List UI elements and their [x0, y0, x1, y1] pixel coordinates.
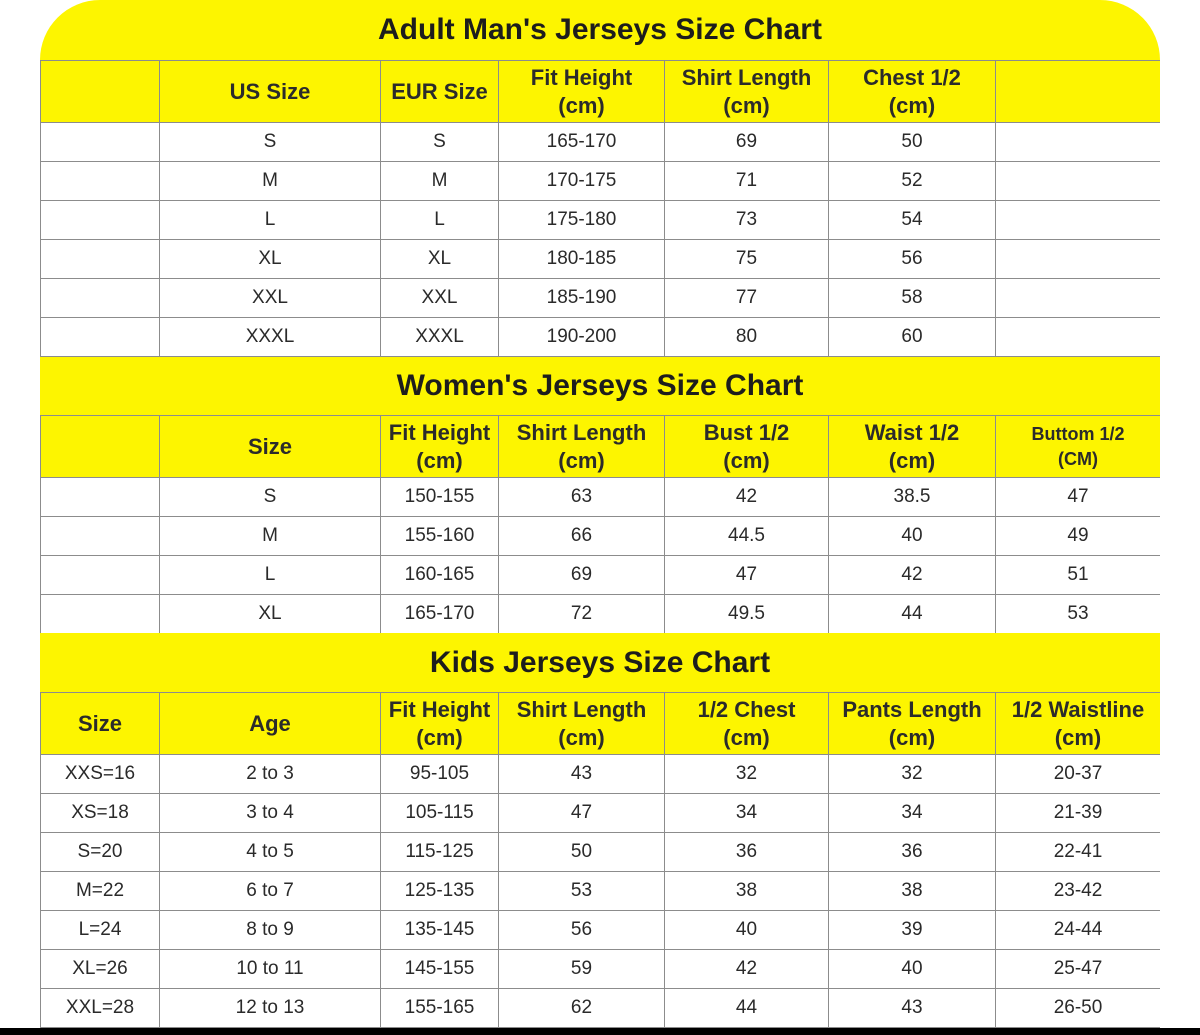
table-cell: M=22	[41, 872, 160, 911]
table-cell: 49	[996, 517, 1161, 556]
table-cell: 105-115	[381, 794, 499, 833]
table-cell: XXXL	[381, 318, 499, 357]
table-cell: 22-41	[996, 833, 1161, 872]
table-cell: 23-42	[996, 872, 1161, 911]
kids-header-row	[41, 693, 1161, 755]
table-cell	[41, 556, 160, 595]
table-cell: 75	[665, 240, 829, 279]
table-cell: 10 to 11	[160, 950, 381, 989]
table-cell: 66	[499, 517, 665, 556]
table-cell: 53	[499, 872, 665, 911]
men-header-cell	[996, 61, 1161, 123]
table-row	[41, 318, 1161, 357]
table-cell: 47	[665, 556, 829, 595]
table-cell	[996, 318, 1161, 357]
table-cell: S=20	[41, 833, 160, 872]
table-cell: 180-185	[499, 240, 665, 279]
table-row	[41, 833, 1161, 872]
table-cell: 95-105	[381, 755, 499, 794]
table-cell	[41, 478, 160, 517]
table-cell	[996, 162, 1161, 201]
table-cell: 56	[829, 240, 996, 279]
table-row	[41, 240, 1161, 279]
table-cell: 190-200	[499, 318, 665, 357]
table-row	[41, 755, 1161, 794]
table-row	[41, 794, 1161, 833]
table-cell: 52	[829, 162, 996, 201]
table-cell: XL	[381, 240, 499, 279]
table-cell: XXS=16	[41, 755, 160, 794]
table-cell: XXXL	[160, 318, 381, 357]
table-cell: XXL	[160, 279, 381, 318]
table-cell	[41, 162, 160, 201]
table-cell: 59	[499, 950, 665, 989]
table-cell: 135-145	[381, 911, 499, 950]
men-header-cell	[41, 61, 160, 123]
table-cell: 8 to 9	[160, 911, 381, 950]
table-cell: 51	[996, 556, 1161, 595]
table-cell: 44	[665, 989, 829, 1028]
table-cell: M	[381, 162, 499, 201]
table-cell: 58	[829, 279, 996, 318]
kids-header-cell: 1/2 Chest (cm)	[665, 693, 829, 755]
table-cell	[996, 279, 1161, 318]
table-cell: 80	[665, 318, 829, 357]
women-size-table	[40, 415, 1160, 634]
table-cell: 38	[829, 872, 996, 911]
table-cell: 38	[665, 872, 829, 911]
table-cell: XS=18	[41, 794, 160, 833]
table-cell: L=24	[41, 911, 160, 950]
size-chart-sheet	[40, 0, 1160, 1028]
table-row	[41, 989, 1161, 1028]
table-row	[41, 517, 1161, 556]
table-cell: 170-175	[499, 162, 665, 201]
table-row	[41, 478, 1161, 517]
table-row	[41, 950, 1161, 989]
table-row	[41, 162, 1161, 201]
women-header-cell: Buttom 1/2 (CM)	[996, 416, 1161, 478]
table-cell: S	[160, 478, 381, 517]
kids-header-cell: 1/2 Waistline (cm)	[996, 693, 1161, 755]
table-cell	[41, 595, 160, 634]
table-row	[41, 556, 1161, 595]
table-cell: 115-125	[381, 833, 499, 872]
table-cell: 44	[829, 595, 996, 634]
table-cell: 54	[829, 201, 996, 240]
table-cell: 32	[665, 755, 829, 794]
women-header-cell: Waist 1/2 (cm)	[829, 416, 996, 478]
table-cell: 53	[996, 595, 1161, 634]
table-cell: S	[160, 123, 381, 162]
table-cell: 44.5	[665, 517, 829, 556]
table-cell: 160-165	[381, 556, 499, 595]
table-cell: 42	[665, 478, 829, 517]
table-cell: 34	[665, 794, 829, 833]
table-cell: M	[160, 162, 381, 201]
table-cell: 155-165	[381, 989, 499, 1028]
table-cell: 165-170	[499, 123, 665, 162]
men-header-cell: US Size	[160, 61, 381, 123]
table-cell: 24-44	[996, 911, 1161, 950]
table-cell: 60	[829, 318, 996, 357]
table-cell: 3 to 4	[160, 794, 381, 833]
table-cell: XL=26	[41, 950, 160, 989]
table-cell: 77	[665, 279, 829, 318]
table-cell: 12 to 13	[160, 989, 381, 1028]
men-header-row	[41, 61, 1161, 123]
table-row	[41, 872, 1161, 911]
women-header-cell	[41, 416, 160, 478]
table-cell: 63	[499, 478, 665, 517]
kids-header-cell: Size	[41, 693, 160, 755]
table-cell: 50	[499, 833, 665, 872]
table-row	[41, 201, 1161, 240]
table-cell: 72	[499, 595, 665, 634]
table-cell	[996, 123, 1161, 162]
table-cell: 42	[829, 556, 996, 595]
kids-header-cell: Pants Length (cm)	[829, 693, 996, 755]
table-cell: 43	[499, 755, 665, 794]
table-cell: 145-155	[381, 950, 499, 989]
table-cell: XL	[160, 240, 381, 279]
men-header-cell: Shirt Length (cm)	[665, 61, 829, 123]
table-cell	[41, 517, 160, 556]
table-cell	[41, 123, 160, 162]
kids-size-table	[40, 692, 1160, 1028]
table-cell: 50	[829, 123, 996, 162]
table-cell: 4 to 5	[160, 833, 381, 872]
table-cell: L	[160, 201, 381, 240]
table-cell: 2 to 3	[160, 755, 381, 794]
table-cell: 36	[829, 833, 996, 872]
table-cell: XXL	[381, 279, 499, 318]
table-cell: 165-170	[381, 595, 499, 634]
table-row	[41, 595, 1161, 634]
women-header-row	[41, 416, 1161, 478]
table-cell: 34	[829, 794, 996, 833]
table-cell: 73	[665, 201, 829, 240]
table-cell: 25-47	[996, 950, 1161, 989]
table-cell: 56	[499, 911, 665, 950]
table-cell	[41, 201, 160, 240]
table-cell: 42	[665, 950, 829, 989]
table-cell: 36	[665, 833, 829, 872]
table-cell	[41, 279, 160, 318]
table-cell: 62	[499, 989, 665, 1028]
table-cell: 38.5	[829, 478, 996, 517]
table-cell: 71	[665, 162, 829, 201]
table-cell	[996, 240, 1161, 279]
kids-chart-title: Kids Jerseys Size Chart	[40, 633, 1160, 692]
men-size-table	[40, 60, 1160, 357]
table-cell: 21-39	[996, 794, 1161, 833]
table-cell: 26-50	[996, 989, 1161, 1028]
table-cell	[41, 240, 160, 279]
table-cell: L	[381, 201, 499, 240]
table-row	[41, 123, 1161, 162]
kids-header-cell: Age	[160, 693, 381, 755]
table-cell: 69	[665, 123, 829, 162]
table-cell: 155-160	[381, 517, 499, 556]
table-row	[41, 911, 1161, 950]
table-cell: 40	[665, 911, 829, 950]
kids-header-cell: Shirt Length (cm)	[499, 693, 665, 755]
table-cell: 20-37	[996, 755, 1161, 794]
table-cell	[41, 318, 160, 357]
table-row	[41, 279, 1161, 318]
table-cell: 175-180	[499, 201, 665, 240]
table-cell: 40	[829, 950, 996, 989]
bottom-edge-bar	[0, 1028, 1200, 1035]
table-cell: 150-155	[381, 478, 499, 517]
table-cell: 39	[829, 911, 996, 950]
table-cell: 6 to 7	[160, 872, 381, 911]
table-cell: S	[381, 123, 499, 162]
women-chart-title: Women's Jerseys Size Chart	[40, 357, 1160, 415]
men-header-cell: Chest 1/2 (cm)	[829, 61, 996, 123]
table-cell: 32	[829, 755, 996, 794]
men-chart-title: Adult Man's Jerseys Size Chart	[40, 0, 1160, 60]
table-cell	[996, 201, 1161, 240]
table-cell: 47	[996, 478, 1161, 517]
table-cell: L	[160, 556, 381, 595]
kids-header-cell: Fit Height (cm)	[381, 693, 499, 755]
table-cell: 40	[829, 517, 996, 556]
table-cell: M	[160, 517, 381, 556]
table-cell: XL	[160, 595, 381, 634]
table-cell: 43	[829, 989, 996, 1028]
table-cell: 125-135	[381, 872, 499, 911]
women-header-cell: Shirt Length (cm)	[499, 416, 665, 478]
table-cell: 47	[499, 794, 665, 833]
women-header-cell: Size	[160, 416, 381, 478]
men-header-cell: Fit Height (cm)	[499, 61, 665, 123]
table-cell: 49.5	[665, 595, 829, 634]
table-cell: 185-190	[499, 279, 665, 318]
women-header-cell: Fit Height (cm)	[381, 416, 499, 478]
table-cell: 69	[499, 556, 665, 595]
table-cell: XXL=28	[41, 989, 160, 1028]
men-header-cell: EUR Size	[381, 61, 499, 123]
women-header-cell: Bust 1/2 (cm)	[665, 416, 829, 478]
